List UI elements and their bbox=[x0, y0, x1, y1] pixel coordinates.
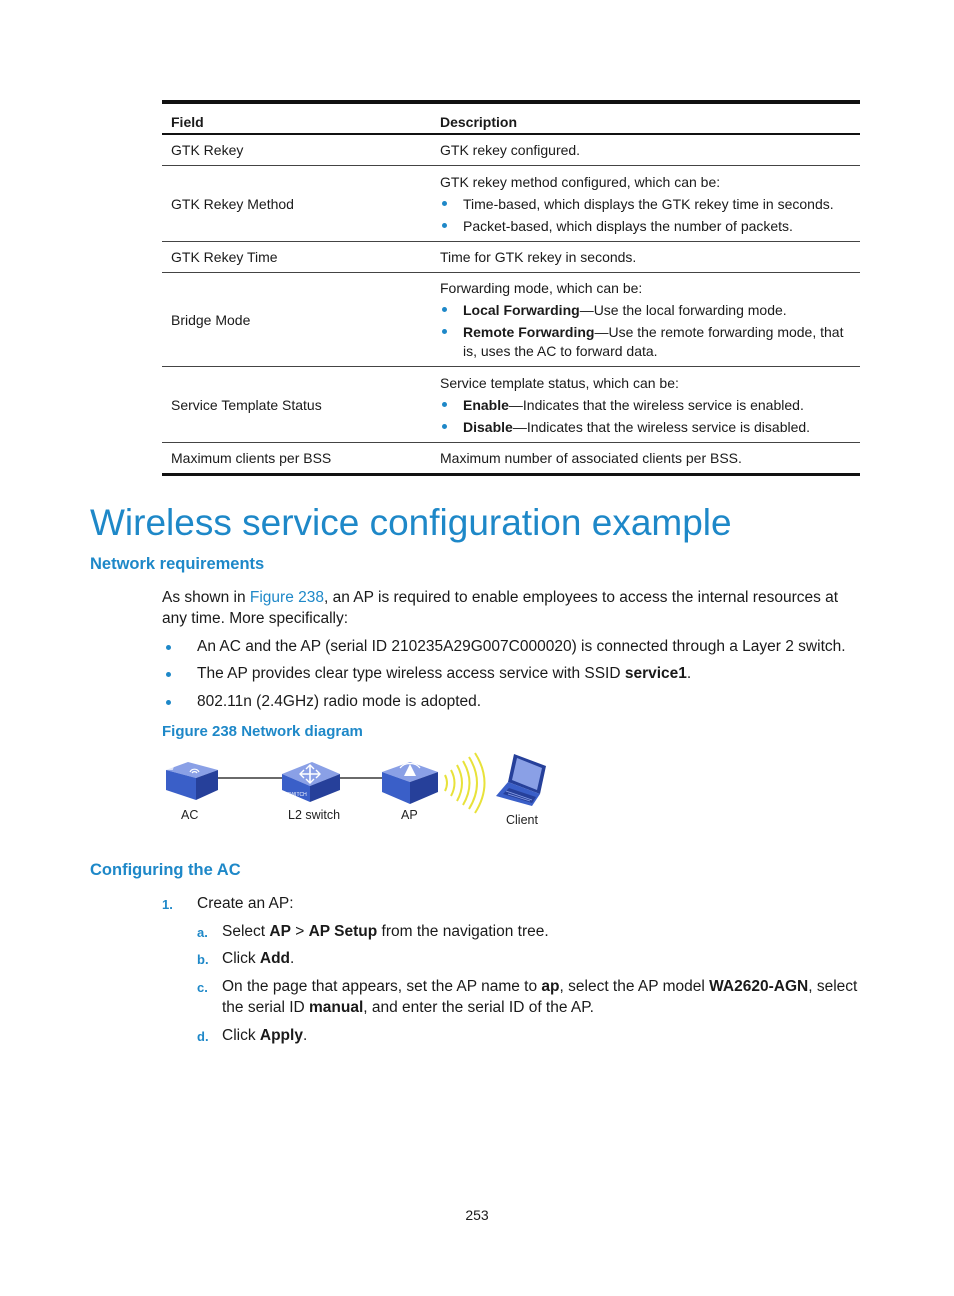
page-title: Wireless service configuration example bbox=[90, 502, 732, 543]
description-cell bbox=[431, 367, 860, 443]
list-item: Local Forwarding—Use the local forwarding mode. bbox=[440, 301, 851, 320]
bullet-icon bbox=[442, 424, 447, 429]
substep-b bbox=[197, 948, 865, 969]
field-cell: Service Template Status bbox=[162, 367, 431, 443]
substep-a bbox=[197, 921, 865, 942]
description-text: GTK rekey configured. bbox=[440, 142, 581, 158]
description-text: Maximum number of associated clients per BSS. bbox=[440, 450, 742, 466]
list-item: An AC and the AP (serial ID 210235A29G007C000020) is connected through a Layer 2 switch. bbox=[162, 636, 864, 657]
description-text: Forwarding mode, which can be: bbox=[440, 280, 643, 296]
ac-device-icon bbox=[165, 762, 218, 800]
header-description: Description bbox=[431, 102, 860, 134]
substep-letter: d. bbox=[197, 1029, 209, 1044]
description-cell bbox=[431, 242, 860, 273]
ap-label: AP bbox=[401, 808, 418, 822]
field-cell: Maximum clients per BSS bbox=[162, 443, 431, 475]
bullet-icon bbox=[442, 329, 447, 334]
bullet-icon bbox=[166, 700, 171, 705]
table-row bbox=[162, 443, 860, 475]
wireless-signal-icon bbox=[445, 753, 485, 813]
description-cell bbox=[431, 273, 860, 367]
description-text: Time for GTK rekey in seconds. bbox=[440, 249, 637, 265]
list-item: Time-based, which displays the GTK rekey time in seconds. bbox=[440, 195, 851, 214]
table-row bbox=[162, 367, 860, 443]
ap-device-icon bbox=[382, 758, 438, 804]
page-number: 253 bbox=[465, 1207, 489, 1223]
bullet-icon bbox=[442, 307, 447, 312]
substep-text: Click Add. bbox=[222, 950, 295, 967]
header-field: Field bbox=[162, 102, 431, 134]
switch-device-text: SWITCH bbox=[287, 792, 307, 798]
client-label: Client bbox=[506, 813, 538, 827]
description-list bbox=[440, 396, 851, 437]
substep-letter: c. bbox=[197, 980, 208, 995]
substep-text: Click Apply. bbox=[222, 1027, 308, 1044]
figure-caption: Figure 238 Network diagram bbox=[162, 723, 363, 740]
list-item: Remote Forwarding—Use the remote forwarding mode, that is, uses the AC to forward data. bbox=[440, 323, 851, 361]
substep-text: Select AP > AP Setup from the navigation tree. bbox=[222, 923, 549, 940]
section-heading-configuring-ac: Configuring the AC bbox=[90, 861, 241, 879]
bullet-icon bbox=[166, 645, 171, 650]
field-cell: GTK Rekey Time bbox=[162, 242, 431, 273]
client-laptop-icon bbox=[496, 754, 546, 806]
table-row bbox=[162, 134, 860, 166]
description-text: Service template status, which can be: bbox=[440, 374, 679, 391]
list-item: Enable—Indicates that the wireless service is enabled. bbox=[440, 396, 851, 415]
substep-text: On the page that appears, set the AP name to ap, select the AP model WA2620-AGN, select the serial ID manual, and enter the serial ID of the AP. bbox=[222, 978, 858, 1016]
description-list bbox=[440, 301, 851, 361]
substep-c bbox=[197, 976, 865, 1018]
list-item: 802.11n (2.4GHz) radio mode is adopted. bbox=[162, 691, 864, 712]
ac-label: AC bbox=[181, 808, 199, 822]
table-row bbox=[162, 273, 860, 367]
field-cell: GTK Rekey bbox=[162, 134, 431, 166]
field-cell: Bridge Mode bbox=[162, 273, 431, 367]
description-cell bbox=[431, 443, 860, 475]
table-row bbox=[162, 166, 860, 242]
section-heading-network-requirements: Network requirements bbox=[90, 555, 265, 573]
field-description-table bbox=[162, 100, 860, 476]
step-text: Create an AP: bbox=[197, 895, 294, 912]
network-diagram bbox=[160, 750, 560, 835]
bullet-icon bbox=[442, 223, 447, 228]
list-item: Disable—Indicates that the wireless service is disabled. bbox=[440, 418, 851, 437]
network-diagram-svg bbox=[160, 750, 560, 835]
bullet-icon bbox=[442, 402, 447, 407]
field-cell: GTK Rekey Method bbox=[162, 166, 431, 242]
bullet-icon bbox=[442, 201, 447, 206]
requirements-intro: As shown in Figure 238, an AP is required to enable employees to access the internal resources at any time. More specifically: bbox=[162, 589, 839, 627]
step-number: 1. bbox=[162, 897, 173, 912]
substep-d bbox=[197, 1025, 865, 1046]
figure-238-link[interactable]: Figure 238 bbox=[249, 589, 324, 606]
table-header-row bbox=[162, 102, 860, 134]
substep-letter: b. bbox=[197, 952, 209, 967]
description-cell bbox=[431, 166, 860, 242]
step-1 bbox=[162, 893, 862, 914]
description-list bbox=[440, 195, 851, 236]
switch-label: L2 switch bbox=[288, 808, 341, 822]
bullet-icon bbox=[166, 672, 171, 677]
table-row bbox=[162, 242, 860, 273]
list-item: The AP provides clear type wireless access service with SSID service1. bbox=[162, 663, 864, 684]
description-text: GTK rekey method configured, which can be: bbox=[440, 173, 721, 190]
description-cell bbox=[431, 134, 860, 166]
substep-letter: a. bbox=[197, 925, 208, 940]
list-item: Packet-based, which displays the number of packets. bbox=[440, 217, 851, 236]
